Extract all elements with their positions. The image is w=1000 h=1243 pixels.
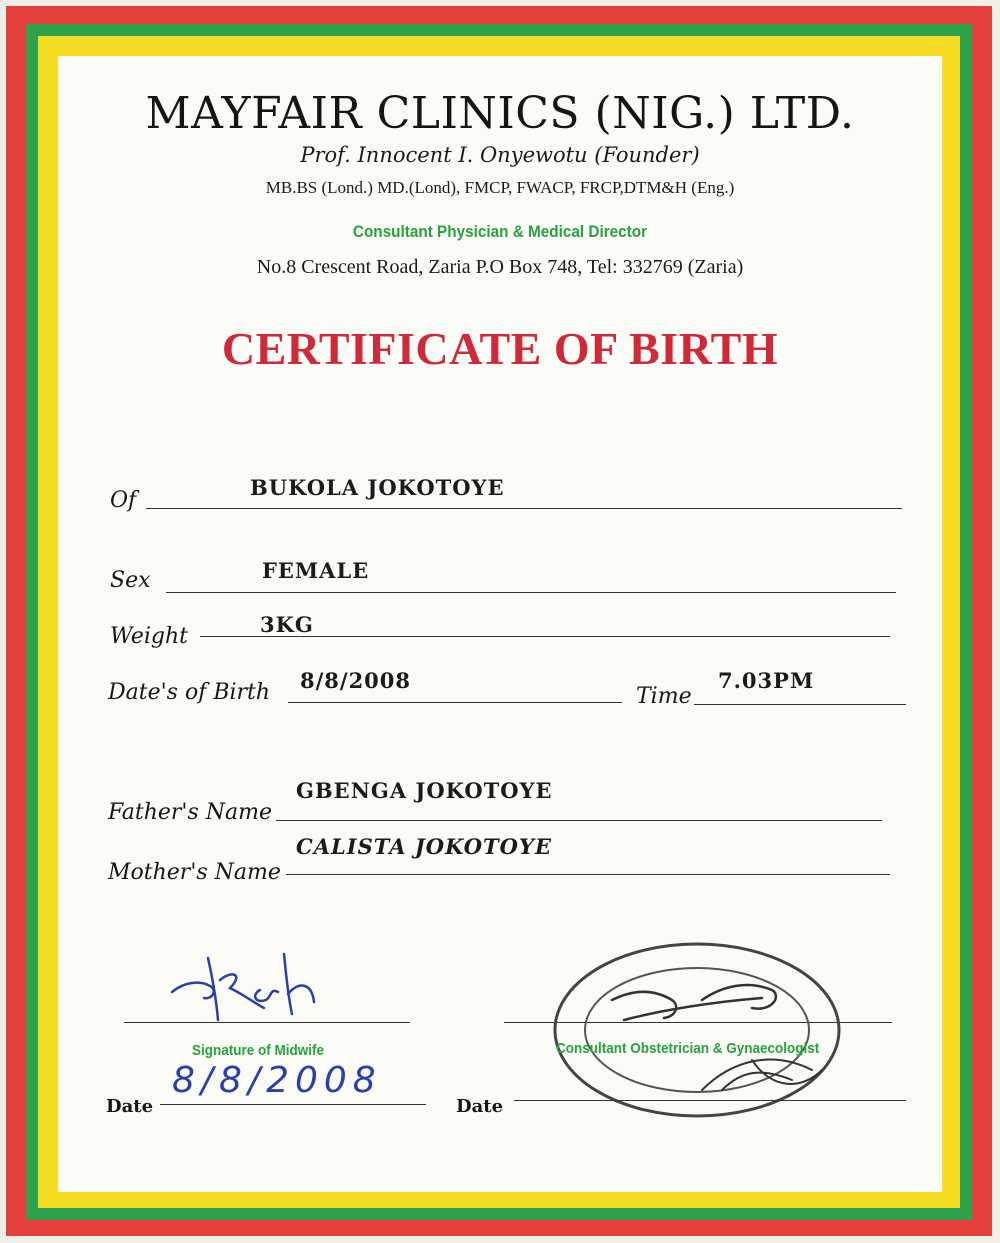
- qualifications: MB.BS (Lond.) MD.(Lond), FMCP, FWACP, FRCP,DTM&H (Eng.): [265, 178, 735, 197]
- certificate-title: CERTIFICATE OF BIRTH: [221, 323, 779, 374]
- weight-value: 3KG: [260, 612, 314, 637]
- mother-name: CALISTA JOKOTOYE: [296, 834, 552, 859]
- father-name: GBENGA JOKOTOYE: [296, 778, 553, 803]
- clinic-address: No.8 Crescent Road, Zaria P.O Box 748, Tel: 332769 (Zaria): [256, 256, 744, 278]
- of-line: [146, 508, 902, 509]
- midwife-date-handwritten: 8/8/2008: [172, 1060, 382, 1101]
- obstetrician-date-label: Date: [456, 1096, 504, 1117]
- midwife-signature: [160, 940, 330, 1030]
- clinic-name: MAYFAIR CLINICS (NIG.) LTD.: [145, 88, 855, 139]
- of-label: Of: [110, 488, 137, 513]
- director-role: Consultant Physician & Medical Director: [352, 222, 648, 241]
- mother-line: [286, 874, 890, 875]
- father-line: [276, 820, 882, 821]
- dob-value: 8/8/2008: [300, 668, 412, 693]
- father-label: Father's Name: [108, 800, 273, 825]
- sex-label: Sex: [110, 568, 151, 593]
- dob-line: [288, 702, 622, 703]
- time-line: [694, 704, 906, 705]
- obstetrician-caption: Consultant Obstetrician & Gynaecologist: [556, 1040, 820, 1057]
- mother-label: Mother's Name: [108, 860, 281, 885]
- midwife-date-label: Date: [106, 1096, 154, 1117]
- weight-label: Weight: [110, 624, 188, 649]
- time-value: 7.03PM: [718, 668, 815, 693]
- founder-name: Prof. Innocent I. Onyewotu (Founder): [300, 143, 700, 167]
- sex-line: [166, 592, 896, 593]
- time-label: Time: [636, 684, 692, 709]
- child-name: BUKOLA JOKOTOYE: [250, 475, 505, 500]
- midwife-caption: Signature of Midwife: [192, 1042, 325, 1059]
- clinic-stamp: [552, 940, 842, 1120]
- dob-label: Date's of Birth: [108, 680, 271, 705]
- obstetrician-date-line: [514, 1100, 906, 1101]
- midwife-date-line: [160, 1104, 426, 1105]
- sex-value: FEMALE: [262, 558, 370, 583]
- midwife-signature-line: [124, 1022, 410, 1023]
